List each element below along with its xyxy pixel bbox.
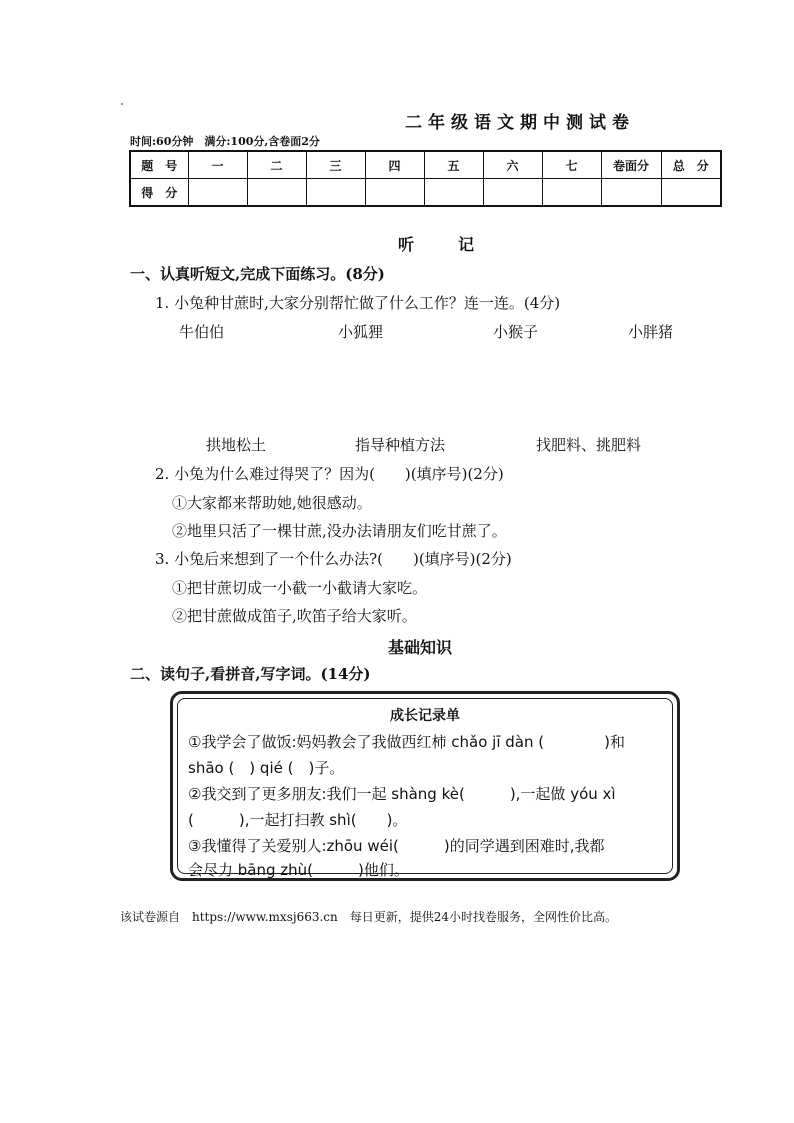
score-header-cell: 一 [188, 151, 247, 179]
score-cell[interactable] [247, 179, 306, 207]
score-header-cell: 四 [365, 151, 424, 179]
score-header-cell: 总 分 [661, 151, 721, 179]
score-cell[interactable] [661, 179, 721, 207]
score-header-cell: 六 [483, 151, 542, 179]
score-cell[interactable] [483, 179, 542, 207]
listening-heading: 听 记 [398, 235, 489, 254]
score-row-label: 得 分 [130, 179, 188, 207]
score-cell[interactable] [188, 179, 247, 207]
record-line-2: shāo ( ) qié ( )子。 [188, 759, 345, 777]
score-header-label: 题 号 [130, 151, 188, 179]
character-fox: 小狐狸 [338, 323, 384, 341]
score-cell[interactable] [365, 179, 424, 207]
score-header-cell: 二 [247, 151, 306, 179]
option-3-2: ②把甘蔗做成笛子,吹笛子给大家听。 [172, 607, 417, 625]
task-loosen-soil: 拱地松土 [206, 436, 267, 454]
question-1-2: 2. 小兔为什么难过得哭了？因为( )(填序号)(2分) [155, 465, 504, 483]
score-cell[interactable] [601, 179, 661, 207]
question-1-1: 1. 小兔种甘蔗时,大家分别帮忙做了什么工作？连一连。(4分) [155, 294, 561, 312]
exam-meta: 时间:60分钟 满分:100分,含卷面2分 [130, 135, 320, 148]
record-line-3: ②我交到了更多朋友:我们一起 shàng kè( ),一起做 yóu xì [188, 785, 616, 803]
growth-record-box [170, 691, 680, 881]
record-line-6: 会尽力 bāng zhù( )他们。 [188, 861, 409, 879]
score-cell[interactable] [306, 179, 365, 207]
question-1-3: 3. 小兔后来想到了一个什么办法?( )(填序号)(2分) [155, 550, 512, 568]
question-1-title: 一、认真听短文,完成下面练习。(8分) [130, 265, 385, 283]
score-header-cell: 卷面分 [601, 151, 661, 179]
score-header-cell: 五 [424, 151, 483, 179]
option-2-2: ②地里只活了一棵甘蔗,没办法请朋友们吃甘蔗了。 [172, 522, 507, 540]
score-table-header-row [130, 151, 721, 179]
growth-record-inner-frame [177, 698, 673, 879]
score-table [129, 150, 722, 207]
score-cell[interactable] [542, 179, 601, 207]
option-3-1: ①把甘蔗切成一小截一小截请大家吃。 [172, 579, 428, 597]
question-2-title: 二、读句子,看拼音,写字词。(14分) [130, 665, 371, 683]
page-title: 二年级语文期中测试卷 [405, 113, 635, 133]
score-header-cell: 三 [306, 151, 365, 179]
source-footer: 该试卷源自 https://www.mxsj663.cn 每日更新，提供24小时找卷服务，全网性价比高。 [120, 910, 618, 924]
basics-heading: 基础知识 [388, 638, 453, 657]
task-fertilizer: 找肥料、挑肥料 [536, 436, 642, 454]
character-monkey: 小猴子 [493, 323, 539, 341]
record-line-1: ①我学会了做饭:妈妈教会了我做西红柿 chǎo jī dàn ( )和 [188, 733, 625, 751]
record-line-4: ( ),一起打扫教 shì( )。 [188, 811, 408, 829]
record-line-5: ③我懂得了关爱别人:zhōu wéi( )的同学遇到困难时,我都 [188, 837, 605, 855]
character-pig: 小胖猪 [628, 323, 674, 341]
score-header-cell: 七 [542, 151, 601, 179]
scan-dot [121, 103, 123, 105]
score-table-score-row [130, 179, 721, 207]
score-cell[interactable] [424, 179, 483, 207]
character-ox: 牛伯伯 [179, 323, 225, 341]
option-2-1: ①大家都来帮助她,她很感动。 [172, 494, 372, 512]
task-guide-planting: 指导种植方法 [355, 436, 446, 454]
growth-record-title: 成长记录单 [390, 708, 460, 724]
